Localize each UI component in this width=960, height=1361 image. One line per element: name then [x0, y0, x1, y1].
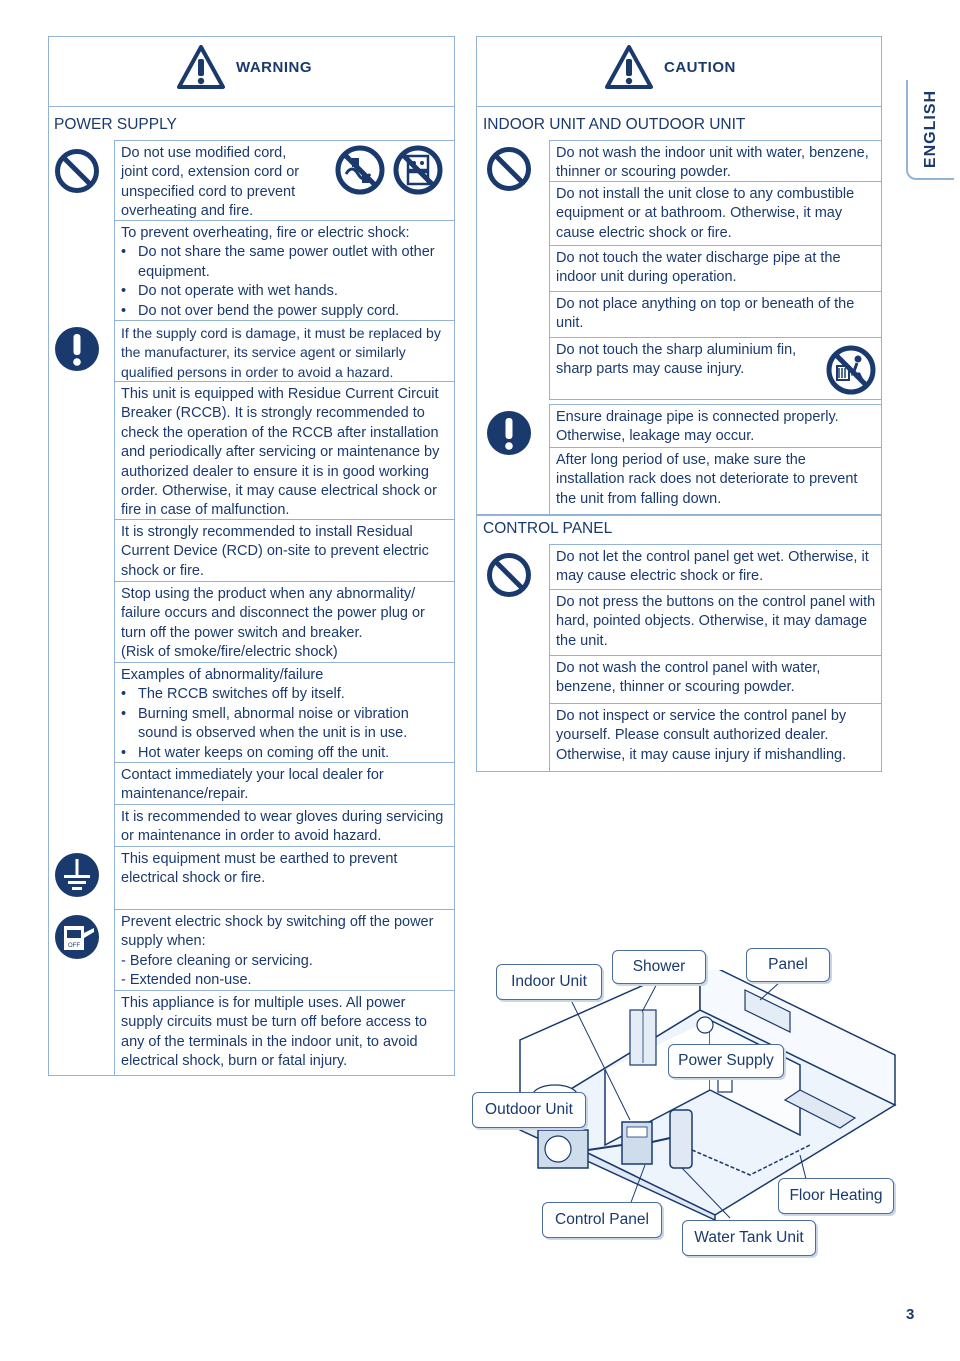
bullet: • Hot water keeps on coming off the unit.	[121, 744, 451, 763]
warning-box-switch-off	[114, 909, 455, 991]
prohibition-icon	[486, 146, 532, 192]
text: It is strongly recommended to install Residual Current Device (RCD) on-site to prevent electric shock or fire.	[121, 524, 429, 579]
text: Ensure drainage pipe is connected properly. Otherwise, leakage may occur.	[556, 409, 839, 445]
caution-item	[549, 544, 882, 590]
label-floor-heating: Floor Heating	[778, 1178, 894, 1214]
caution-item	[549, 292, 882, 338]
line: Examples of abnormality/failure	[121, 667, 324, 683]
bullet: • Do not operate with wet hands.	[121, 282, 451, 301]
switch-off-icon	[54, 914, 100, 960]
language-tab-label: ENGLISH	[922, 89, 939, 169]
line: Do not use modified cord,	[121, 145, 287, 161]
warning-box-stop-using	[114, 582, 455, 663]
text: Do not press the buttons on the control panel with hard, pointed objects. Otherwise, it may damage the unit.	[556, 594, 876, 649]
text: Do not touch the sharp aluminium fin, sharp parts may cause injury.	[556, 342, 797, 378]
no-modified-cord-icon	[334, 144, 386, 196]
warning-box-supply-cord-damage	[114, 321, 455, 382]
text: After long period of use, make sure the installation rack does not deteriorate to prevent the unit from falling down.	[556, 452, 858, 507]
caution-item	[549, 246, 882, 292]
bullet: • The RCCB switches off by itself.	[121, 685, 451, 704]
text: Prevent electric shock by switching off the power supply when:	[121, 914, 434, 950]
caution-header	[604, 44, 736, 90]
text: Contact immediately your local dealer for maintenance/repair.	[121, 767, 384, 803]
text: If the supply cord is damage, it must be replaced by the manufacturer, its service agent or similarly qualified persons in order to avoid a hazard.	[121, 325, 441, 380]
indoor-outdoor-title: INDOOR UNIT AND OUTDOOR UNIT	[483, 116, 746, 133]
line: unspecified cord to prevent	[121, 183, 296, 200]
bullet: • Do not over bend the power supply cord.	[121, 302, 451, 321]
label-power-supply: Power Supply	[668, 1044, 784, 1078]
warning-box-contact-dealer	[114, 763, 455, 805]
text: This unit is equipped with Residue Current Circuit Breaker (RCCB). It is strongly recommended to check the operation of the RCCB after installation and periodically after servicing or maintenance by authorized dealer to ensure it is in good working order. Otherwise, it may cause electrical shock or fire in case of malfunction.	[121, 386, 440, 519]
text: - Extended non-use.	[121, 972, 252, 989]
warning-label: WARNING	[236, 58, 312, 76]
caution-triangle-icon	[604, 44, 654, 90]
bullet: • Burning smell, abnormal noise or vibration sound is observed when the unit is in use.	[121, 705, 451, 744]
warning-box-earthed	[114, 847, 455, 909]
caution-item	[549, 448, 882, 514]
text: It is recommended to wear gloves during servicing or maintenance in order to avoid hazard.	[121, 809, 444, 845]
bullet: • Do not share the same power outlet with other equipment.	[121, 243, 451, 282]
line: joint cord, extension cord or	[121, 164, 300, 181]
label-outdoor-unit: Outdoor Unit	[472, 1092, 586, 1128]
mandatory-exclamation-icon	[54, 326, 100, 372]
label-shower: Shower	[612, 950, 706, 984]
text: This appliance is for multiple uses. All power supply circuits must be turn off before access to any of the terminals in the indoor unit, to avoid electrical shock, burn or fatal injury.	[121, 995, 427, 1070]
caution-item	[549, 656, 882, 704]
caution-item	[549, 182, 882, 246]
warning-box-multiple-uses	[114, 991, 455, 1076]
warning-triangle-icon	[176, 44, 226, 90]
text: Do not wash the control panel with water, benzene, thinner or scouring powder.	[556, 660, 821, 696]
earth-ground-icon	[54, 852, 100, 898]
page-number: 3	[906, 1306, 915, 1323]
text: Stop using the product when any abnormality/ failure occurs and disconnect the power plug or turn off the power switch and breaker.	[121, 586, 425, 641]
warning-box-rccb	[114, 382, 455, 520]
power-supply-title: POWER SUPPLY	[54, 116, 177, 133]
line: To prevent overheating, fire or electric shock:	[121, 225, 410, 241]
text: Do not install the unit close to any combustible equipment or at bathroom. Otherwise, it may cause electric shock or fire.	[556, 186, 855, 241]
text: Do not touch the water discharge pipe at the indoor unit during operation.	[556, 250, 841, 286]
prohibition-icon	[486, 552, 532, 598]
warning-header-divider	[48, 106, 455, 107]
caution-item	[549, 704, 882, 772]
label-indoor-unit: Indoor Unit	[496, 964, 602, 1000]
prohibition-icon	[54, 148, 100, 194]
text: (Risk of smoke/fire/electric shock)	[121, 644, 338, 661]
text: Do not inspect or service the control panel by yourself. Please consult authorized dealer. Otherwise, it may cause injury if mishandling.	[556, 708, 847, 763]
language-tab	[906, 80, 954, 180]
text: This equipment must be earthed to prevent electrical shock or fire.	[121, 851, 398, 887]
caution-label: CAUTION	[664, 58, 736, 76]
text: - Before cleaning or servicing.	[121, 952, 313, 969]
no-extension-cord-icon	[392, 144, 444, 196]
label-control-panel: Control Panel	[542, 1202, 662, 1238]
caution-header-divider	[476, 106, 882, 107]
text: Do not let the control panel get wet. Otherwise, it may cause electric shock or fire.	[556, 549, 869, 585]
warning-box-rcd	[114, 520, 455, 582]
caution-item	[549, 404, 882, 448]
control-panel-title: CONTROL PANEL	[483, 520, 613, 537]
caution-item	[549, 140, 882, 182]
switch-off-text: OFF	[68, 943, 80, 949]
warning-header	[176, 44, 312, 90]
label-panel: Panel	[746, 948, 830, 982]
line: overheating and fire.	[121, 203, 254, 220]
warning-box-prevent-overheating	[114, 221, 455, 321]
mandatory-exclamation-icon	[486, 410, 532, 456]
warning-box-abnormality-examples	[114, 663, 455, 763]
text: Do not wash the indoor unit with water, benzene, thinner or scouring powder.	[556, 145, 869, 181]
text: Do not place anything on top or beneath of the unit.	[556, 296, 855, 332]
control-panel-divider	[476, 514, 882, 516]
sharp-fin-warning-icon	[825, 344, 877, 396]
warning-box-gloves	[114, 805, 455, 847]
caution-item	[549, 590, 882, 656]
label-water-tank-unit: Water Tank Unit	[682, 1220, 816, 1256]
